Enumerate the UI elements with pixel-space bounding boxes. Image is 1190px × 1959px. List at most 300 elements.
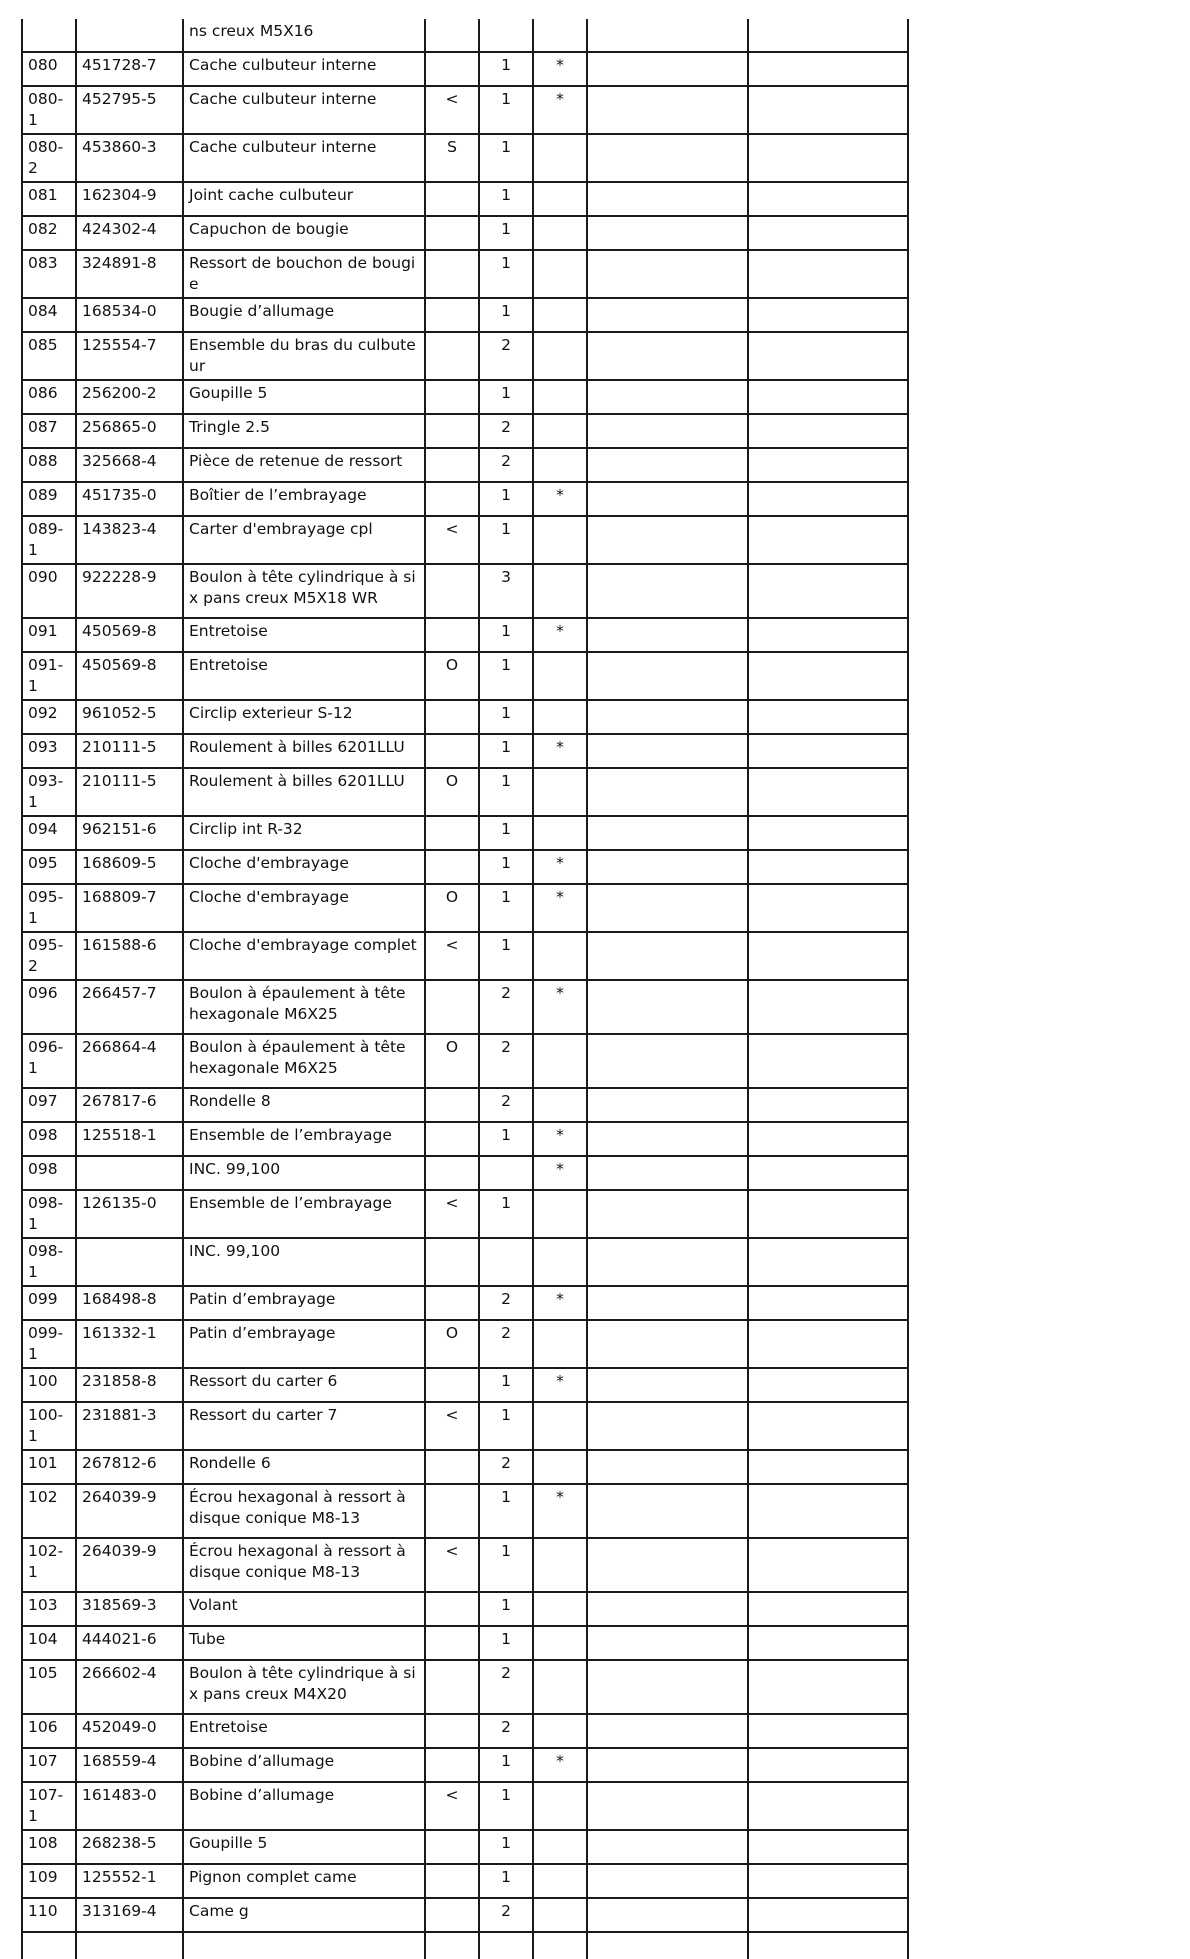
description-cell: INC. 99,100: [183, 1238, 425, 1286]
quantity-cell: 2: [479, 1660, 533, 1714]
quantity-cell: 1: [479, 52, 533, 86]
quantity-cell: [479, 1156, 533, 1190]
empty-cell-b: [748, 980, 908, 1034]
ref-cell: 082: [22, 216, 76, 250]
empty-cell-b: [748, 414, 908, 448]
part-number-cell: 267817-6: [76, 1088, 183, 1122]
table-row: [22, 884, 908, 932]
part-number-cell: 268238-5: [76, 1830, 183, 1864]
quantity-cell: 1: [479, 216, 533, 250]
quantity-cell: 1: [479, 816, 533, 850]
quantity-cell: 1: [479, 86, 533, 134]
description-cell: INC. 99,100: [183, 1156, 425, 1190]
description-cell: Goupille 5: [183, 380, 425, 414]
quantity-cell: 1: [479, 1190, 533, 1238]
table-row: [22, 250, 908, 298]
marker-cell: [533, 1320, 587, 1368]
code-cell: [425, 1450, 479, 1484]
ref-cell: 098-1: [22, 1190, 76, 1238]
ref-cell: 106: [22, 1714, 76, 1748]
description-cell: Pignon complet came: [183, 1864, 425, 1898]
description-cell: Volant: [183, 1592, 425, 1626]
empty-cell-a: [587, 1864, 748, 1898]
quantity-cell: 2: [479, 980, 533, 1034]
code-cell: O: [425, 1320, 479, 1368]
code-cell: <: [425, 1538, 479, 1592]
part-number-cell: 125552-1: [76, 1864, 183, 1898]
code-cell: O: [425, 884, 479, 932]
code-cell: [425, 1932, 479, 1959]
empty-cell-a: [587, 216, 748, 250]
table-row: [22, 734, 908, 768]
quantity-cell: 1: [479, 1830, 533, 1864]
ref-cell: 096: [22, 980, 76, 1034]
empty-cell-b: [748, 1932, 908, 1959]
part-number-cell: [76, 19, 183, 52]
table-row: [22, 1626, 908, 1660]
part-number-cell: 168534-0: [76, 298, 183, 332]
part-number-cell: [76, 1238, 183, 1286]
description-cell: Patin d’embrayage: [183, 1286, 425, 1320]
part-number-cell: 444021-6: [76, 1626, 183, 1660]
marker-cell: *: [533, 1748, 587, 1782]
empty-cell-a: [587, 1450, 748, 1484]
ref-cell: 103: [22, 1592, 76, 1626]
ref-cell: 098: [22, 1122, 76, 1156]
quantity-cell: 1: [479, 1122, 533, 1156]
table-row: [22, 1320, 908, 1368]
ref-cell: 091: [22, 618, 76, 652]
quantity-cell: [479, 1932, 533, 1959]
table-row: [22, 86, 908, 134]
part-number-cell: 125554-7: [76, 332, 183, 380]
code-cell: O: [425, 652, 479, 700]
empty-cell-b: [748, 1190, 908, 1238]
empty-cell-b: [748, 1626, 908, 1660]
ref-cell: 107-1: [22, 1782, 76, 1830]
table-row: [22, 1156, 908, 1190]
code-cell: [425, 1626, 479, 1660]
ref-cell: 086: [22, 380, 76, 414]
description-cell: Boulon à épaulement à tête hexagonale M6X25: [183, 980, 425, 1034]
ref-cell: 097: [22, 1088, 76, 1122]
parts-sheet: [21, 19, 909, 1959]
empty-cell-b: [748, 1898, 908, 1932]
empty-cell-b: [748, 216, 908, 250]
part-number-cell: 231881-3: [76, 1402, 183, 1450]
empty-cell-b: [748, 564, 908, 618]
marker-cell: [533, 700, 587, 734]
empty-cell-a: [587, 250, 748, 298]
description-cell: Pièce de retenue de ressort: [183, 448, 425, 482]
quantity-cell: 1: [479, 1592, 533, 1626]
description-cell: Ensemble de l’embrayage: [183, 1122, 425, 1156]
table-row: [22, 980, 908, 1034]
empty-cell-b: [748, 86, 908, 134]
marker-cell: *: [533, 482, 587, 516]
empty-cell-a: [587, 816, 748, 850]
code-cell: [425, 1714, 479, 1748]
marker-cell: *: [533, 618, 587, 652]
code-cell: <: [425, 1782, 479, 1830]
empty-cell-a: [587, 1320, 748, 1368]
ref-cell: 098: [22, 1156, 76, 1190]
ref-cell: 100: [22, 1368, 76, 1402]
marker-cell: *: [533, 1122, 587, 1156]
description-cell: Cloche d'embrayage: [183, 884, 425, 932]
table-row: [22, 1402, 908, 1450]
code-cell: [425, 1898, 479, 1932]
empty-cell-a: [587, 298, 748, 332]
ref-cell: 080-1: [22, 86, 76, 134]
part-number-cell: 256865-0: [76, 414, 183, 448]
description-cell: Rondelle 6: [183, 1450, 425, 1484]
table-row: [22, 1714, 908, 1748]
table-row: [22, 932, 908, 980]
empty-cell-b: [748, 448, 908, 482]
empty-cell-b: [748, 1592, 908, 1626]
part-number-cell: 451728-7: [76, 52, 183, 86]
marker-cell: [533, 1592, 587, 1626]
marker-cell: [533, 1450, 587, 1484]
marker-cell: *: [533, 86, 587, 134]
marker-cell: [533, 1660, 587, 1714]
marker-cell: [533, 448, 587, 482]
code-cell: [425, 850, 479, 884]
ref-cell: 080: [22, 52, 76, 86]
ref-cell: 094: [22, 816, 76, 850]
empty-cell-b: [748, 482, 908, 516]
empty-cell-a: [587, 734, 748, 768]
code-cell: [425, 980, 479, 1034]
empty-cell-b: [748, 884, 908, 932]
empty-cell-a: [587, 1368, 748, 1402]
empty-cell-a: [587, 1660, 748, 1714]
ref-cell: [22, 19, 76, 52]
part-number-cell: 266602-4: [76, 1660, 183, 1714]
empty-cell-a: [587, 618, 748, 652]
ref-cell: 093: [22, 734, 76, 768]
part-number-cell: 313169-4: [76, 1898, 183, 1932]
empty-cell-b: [748, 618, 908, 652]
marker-cell: *: [533, 52, 587, 86]
code-cell: [425, 182, 479, 216]
marker-cell: [533, 298, 587, 332]
quantity-cell: 1: [479, 182, 533, 216]
table-row: [22, 1450, 908, 1484]
empty-cell-a: [587, 134, 748, 182]
quantity-cell: 2: [479, 1286, 533, 1320]
description-cell: ns creux M5X16: [183, 19, 425, 52]
empty-cell-b: [748, 734, 908, 768]
ref-cell: 107: [22, 1748, 76, 1782]
code-cell: [425, 1830, 479, 1864]
table-row: [22, 52, 908, 86]
description-cell: Boulon à tête cylindrique à six pans creux M5X18 WR: [183, 564, 425, 618]
part-number-cell: 168609-5: [76, 850, 183, 884]
ref-cell: 100-1: [22, 1402, 76, 1450]
part-number-cell: 961052-5: [76, 700, 183, 734]
quantity-cell: 1: [479, 1748, 533, 1782]
description-cell: Patin d’embrayage: [183, 1320, 425, 1368]
empty-cell-a: [587, 1156, 748, 1190]
code-cell: [425, 1156, 479, 1190]
ref-cell: 108: [22, 1830, 76, 1864]
description-cell: Cloche d'embrayage: [183, 850, 425, 884]
marker-cell: [533, 332, 587, 380]
empty-cell-a: [587, 980, 748, 1034]
ref-cell: 095-1: [22, 884, 76, 932]
quantity-cell: 1: [479, 700, 533, 734]
marker-cell: [533, 768, 587, 816]
empty-cell-a: [587, 19, 748, 52]
empty-cell-a: [587, 1190, 748, 1238]
empty-cell-a: [587, 932, 748, 980]
ref-cell: 089-1: [22, 516, 76, 564]
ref-cell: 090: [22, 564, 76, 618]
quantity-cell: 1: [479, 1626, 533, 1660]
marker-cell: [533, 250, 587, 298]
description-cell: Entretoise: [183, 1714, 425, 1748]
table-row: [22, 332, 908, 380]
empty-cell-b: [748, 1402, 908, 1450]
part-number-cell: 266457-7: [76, 980, 183, 1034]
part-number-cell: 962151-6: [76, 816, 183, 850]
empty-cell-b: [748, 1484, 908, 1538]
quantity-cell: 1: [479, 1538, 533, 1592]
ref-cell: 080-2: [22, 134, 76, 182]
marker-cell: *: [533, 734, 587, 768]
description-cell: Ressort de bouchon de bougie: [183, 250, 425, 298]
quantity-cell: 1: [479, 1864, 533, 1898]
table-row: [22, 1538, 908, 1592]
table-row: [22, 1190, 908, 1238]
empty-cell-a: [587, 1538, 748, 1592]
empty-cell-a: [587, 1238, 748, 1286]
description-cell: Roulement à billes 6201LLU: [183, 734, 425, 768]
part-number-cell: 452795-5: [76, 86, 183, 134]
empty-cell-b: [748, 1320, 908, 1368]
empty-cell-a: [587, 884, 748, 932]
marker-cell: *: [533, 1286, 587, 1320]
marker-cell: [533, 516, 587, 564]
code-cell: [425, 734, 479, 768]
code-cell: [425, 216, 479, 250]
table-row: [22, 1592, 908, 1626]
marker-cell: [533, 1932, 587, 1959]
empty-cell-b: [748, 652, 908, 700]
quantity-cell: 1: [479, 1484, 533, 1538]
empty-cell-b: [748, 1156, 908, 1190]
table-row: [22, 1034, 908, 1088]
empty-cell-b: [748, 1830, 908, 1864]
part-number-cell: 453860-3: [76, 134, 183, 182]
part-number-cell: 267812-6: [76, 1450, 183, 1484]
code-cell: [425, 298, 479, 332]
description-cell: Cache culbuteur interne: [183, 134, 425, 182]
code-cell: [425, 564, 479, 618]
empty-cell-a: [587, 768, 748, 816]
ref-cell: 102: [22, 1484, 76, 1538]
ref-cell: 098-1: [22, 1238, 76, 1286]
quantity-cell: 2: [479, 448, 533, 482]
quantity-cell: 1: [479, 850, 533, 884]
description-cell: Goupille 5: [183, 1830, 425, 1864]
table-row: [22, 380, 908, 414]
code-cell: [425, 332, 479, 380]
empty-cell-a: [587, 1898, 748, 1932]
table-row: [22, 1864, 908, 1898]
part-number-cell: 452049-0: [76, 1714, 183, 1748]
ref-cell: [22, 1932, 76, 1959]
quantity-cell: 3: [479, 564, 533, 618]
table-row: [22, 182, 908, 216]
description-cell: Roulement à billes 6201LLU: [183, 768, 425, 816]
table-row: [22, 298, 908, 332]
ref-cell: 110: [22, 1898, 76, 1932]
table-row: [22, 1238, 908, 1286]
part-number-cell: 424302-4: [76, 216, 183, 250]
quantity-cell: 1: [479, 618, 533, 652]
marker-cell: [533, 816, 587, 850]
description-cell: Capuchon de bougie: [183, 216, 425, 250]
description-cell: Bobine d’allumage: [183, 1782, 425, 1830]
empty-cell-a: [587, 1088, 748, 1122]
empty-cell-b: [748, 332, 908, 380]
code-cell: [425, 380, 479, 414]
table-row: [22, 1932, 908, 1959]
code-cell: [425, 816, 479, 850]
description-cell: Écrou hexagonal à ressort à disque conique M8-13: [183, 1484, 425, 1538]
code-cell: <: [425, 86, 479, 134]
table-row: [22, 448, 908, 482]
part-number-cell: 266864-4: [76, 1034, 183, 1088]
ref-cell: 101: [22, 1450, 76, 1484]
empty-cell-b: [748, 1714, 908, 1748]
marker-cell: [533, 1864, 587, 1898]
table-row: [22, 564, 908, 618]
description-cell: Entretoise: [183, 652, 425, 700]
table-row: [22, 1088, 908, 1122]
parts-table: [21, 19, 909, 1959]
part-number-cell: [76, 1932, 183, 1959]
marker-cell: [533, 652, 587, 700]
code-cell: [425, 1088, 479, 1122]
empty-cell-b: [748, 850, 908, 884]
empty-cell-a: [587, 1484, 748, 1538]
empty-cell-a: [587, 516, 748, 564]
part-number-cell: 318569-3: [76, 1592, 183, 1626]
empty-cell-b: [748, 1088, 908, 1122]
table-row: [22, 850, 908, 884]
marker-cell: [533, 1626, 587, 1660]
empty-cell-a: [587, 182, 748, 216]
marker-cell: [533, 932, 587, 980]
description-cell: Rondelle 8: [183, 1088, 425, 1122]
marker-cell: *: [533, 980, 587, 1034]
code-cell: [425, 250, 479, 298]
empty-cell-b: [748, 700, 908, 734]
marker-cell: [533, 216, 587, 250]
empty-cell-a: [587, 652, 748, 700]
empty-cell-b: [748, 1864, 908, 1898]
marker-cell: [533, 1898, 587, 1932]
empty-cell-a: [587, 1626, 748, 1660]
ref-cell: 081: [22, 182, 76, 216]
empty-cell-a: [587, 332, 748, 380]
quantity-cell: 1: [479, 884, 533, 932]
empty-cell-b: [748, 1122, 908, 1156]
marker-cell: *: [533, 850, 587, 884]
marker-cell: [533, 380, 587, 414]
quantity-cell: 2: [479, 1714, 533, 1748]
empty-cell-b: [748, 1450, 908, 1484]
description-cell: Entretoise: [183, 618, 425, 652]
quantity-cell: 1: [479, 1782, 533, 1830]
quantity-cell: 1: [479, 1368, 533, 1402]
code-cell: [425, 1660, 479, 1714]
part-number-cell: 210111-5: [76, 768, 183, 816]
table-row: [22, 1484, 908, 1538]
ref-cell: 085: [22, 332, 76, 380]
empty-cell-a: [587, 1830, 748, 1864]
ref-cell: 095: [22, 850, 76, 884]
code-cell: [425, 618, 479, 652]
table-row: [22, 1122, 908, 1156]
code-cell: [425, 700, 479, 734]
marker-cell: [533, 564, 587, 618]
part-number-cell: [76, 1156, 183, 1190]
description-cell: Bobine d’allumage: [183, 1748, 425, 1782]
empty-cell-b: [748, 134, 908, 182]
description-cell: Ensemble de l’embrayage: [183, 1190, 425, 1238]
quantity-cell: 2: [479, 332, 533, 380]
ref-cell: 099: [22, 1286, 76, 1320]
description-cell: Cloche d'embrayage complet: [183, 932, 425, 980]
description-cell: [183, 1932, 425, 1959]
quantity-cell: 1: [479, 298, 533, 332]
empty-cell-b: [748, 1286, 908, 1320]
quantity-cell: 1: [479, 482, 533, 516]
empty-cell-b: [748, 1660, 908, 1714]
empty-cell-a: [587, 1714, 748, 1748]
code-cell: [425, 414, 479, 448]
quantity-cell: 1: [479, 734, 533, 768]
empty-cell-a: [587, 1034, 748, 1088]
empty-cell-b: [748, 1034, 908, 1088]
description-cell: Écrou hexagonal à ressort à disque conique M8-13: [183, 1538, 425, 1592]
quantity-cell: 1: [479, 134, 533, 182]
part-number-cell: 264039-9: [76, 1538, 183, 1592]
empty-cell-b: [748, 1538, 908, 1592]
table-row: [22, 652, 908, 700]
part-number-cell: 162304-9: [76, 182, 183, 216]
table-row: [22, 618, 908, 652]
table-row: [22, 516, 908, 564]
marker-cell: [533, 1402, 587, 1450]
empty-cell-a: [587, 380, 748, 414]
description-cell: Boîtier de l’embrayage: [183, 482, 425, 516]
marker-cell: *: [533, 1484, 587, 1538]
table-row: [22, 19, 908, 52]
parts-table-body: [22, 19, 908, 1959]
part-number-cell: 451735-0: [76, 482, 183, 516]
empty-cell-a: [587, 1748, 748, 1782]
marker-cell: [533, 1088, 587, 1122]
ref-cell: 093-1: [22, 768, 76, 816]
quantity-cell: 1: [479, 250, 533, 298]
marker-cell: *: [533, 1368, 587, 1402]
